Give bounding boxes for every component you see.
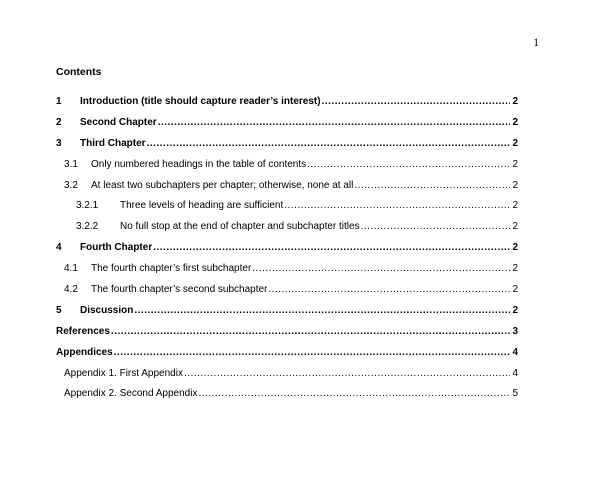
toc-entry-second-chapter[interactable]: [56, 117, 518, 138]
toc-dot-leader: [111, 326, 511, 337]
toc-entry-4-1[interactable]: [56, 263, 518, 284]
toc-entry-title: Appendix 2. Second Appendix: [64, 388, 198, 400]
toc-dot-leader: [268, 284, 510, 295]
toc-entry-page: 2: [512, 242, 518, 254]
toc-dot-leader: [361, 221, 511, 232]
toc-entry-title: Introduction (title should capture reader’s interest): [80, 96, 321, 107]
toc-entry-number: 3.1: [64, 158, 78, 170]
toc-entry-number: 4.2: [64, 284, 78, 296]
toc-entry-number: 3.2: [64, 179, 78, 191]
toc-entry-3-2-2[interactable]: [56, 221, 518, 242]
toc-entry-title: Third Chapter: [80, 137, 146, 149]
toc-entry-page: 2: [512, 137, 518, 149]
toc-entry-title: Three levels of heading are sufficient: [120, 200, 284, 212]
toc-entry-page: 2: [512, 96, 518, 107]
toc-dot-leader: [114, 347, 511, 358]
toc-entry-page: 2: [512, 221, 518, 233]
toc-entry-title: Appendices: [56, 346, 113, 358]
toc-entry-number: 3: [56, 137, 62, 149]
toc-entry-page: 4: [512, 346, 518, 358]
toc-entry-page: 2: [512, 158, 518, 170]
toc-entry-third-chapter[interactable]: [56, 138, 518, 159]
toc-entry-page: 2: [512, 304, 518, 316]
toc-entry-number: 4: [56, 242, 62, 254]
contents-heading: Contents: [56, 66, 102, 78]
toc-entry-title: No full stop at the end of chapter and subchapter titles: [120, 221, 360, 233]
toc-dot-leader: [158, 117, 511, 128]
toc-entry-title: At least two subchapters per chapter; otherwise, none at all: [91, 179, 354, 191]
toc-entry-appendices[interactable]: [56, 347, 518, 368]
toc-entry-number: 5: [56, 304, 62, 316]
toc-entry-title: Fourth Chapter: [80, 242, 153, 254]
toc-entry-title: Discussion: [80, 304, 134, 316]
toc-entry-fourth-chapter[interactable]: [56, 242, 518, 263]
toc-entry-3-1[interactable]: [56, 159, 518, 180]
toc-dot-leader: [252, 263, 510, 274]
page-number: 1: [533, 37, 539, 49]
toc-entry-page: 2: [512, 263, 518, 275]
toc-entry-page: 5: [512, 388, 518, 400]
toc-dot-leader: [184, 368, 510, 379]
toc-entry-page: 2: [512, 116, 518, 128]
toc-entry-page: 2: [512, 179, 518, 191]
toc-entry-appendix-2[interactable]: [56, 388, 518, 409]
toc-entry-3-2-1[interactable]: [56, 200, 518, 221]
toc-entry-title: Only numbered headings in the table of contents: [91, 158, 307, 170]
toc-entry-introduction[interactable]: [56, 96, 518, 117]
toc-entry-title: Second Chapter: [80, 116, 157, 128]
toc-entry-discussion[interactable]: [56, 305, 518, 326]
toc-entry-number: 3.2.1: [76, 200, 99, 212]
toc-dot-leader: [153, 242, 510, 253]
toc-dot-leader: [354, 180, 510, 191]
toc-entry-title: Appendix 1. First Appendix: [64, 367, 183, 379]
toc-entry-page: 2: [512, 200, 518, 212]
toc-dot-leader: [284, 200, 510, 211]
toc-entry-page: 4: [512, 367, 518, 379]
toc-entry-number: 4.1: [64, 263, 78, 275]
toc-entry-references[interactable]: [56, 326, 518, 347]
table-of-contents: [56, 96, 518, 409]
toc-entry-appendix-1[interactable]: [56, 368, 518, 389]
toc-entry-page: 2: [512, 284, 518, 296]
toc-entry-title: References: [56, 325, 110, 337]
toc-entry-number: 2: [56, 116, 62, 128]
toc-entry-title: The fourth chapter’s second subchapter: [91, 284, 268, 296]
toc-entry-number: 1: [56, 96, 62, 107]
toc-dot-leader: [134, 305, 510, 316]
toc-entry-page: 3: [512, 325, 518, 337]
toc-dot-leader: [147, 138, 511, 149]
toc-dot-leader: [198, 388, 510, 399]
toc-entry-title: The fourth chapter’s first subchapter: [91, 263, 252, 275]
toc-entry-number: 3.2.2: [76, 221, 99, 233]
toc-entry-4-2[interactable]: [56, 284, 518, 305]
toc-entry-3-2[interactable]: [56, 180, 518, 201]
toc-dot-leader: [322, 96, 511, 107]
toc-dot-leader: [307, 159, 510, 170]
